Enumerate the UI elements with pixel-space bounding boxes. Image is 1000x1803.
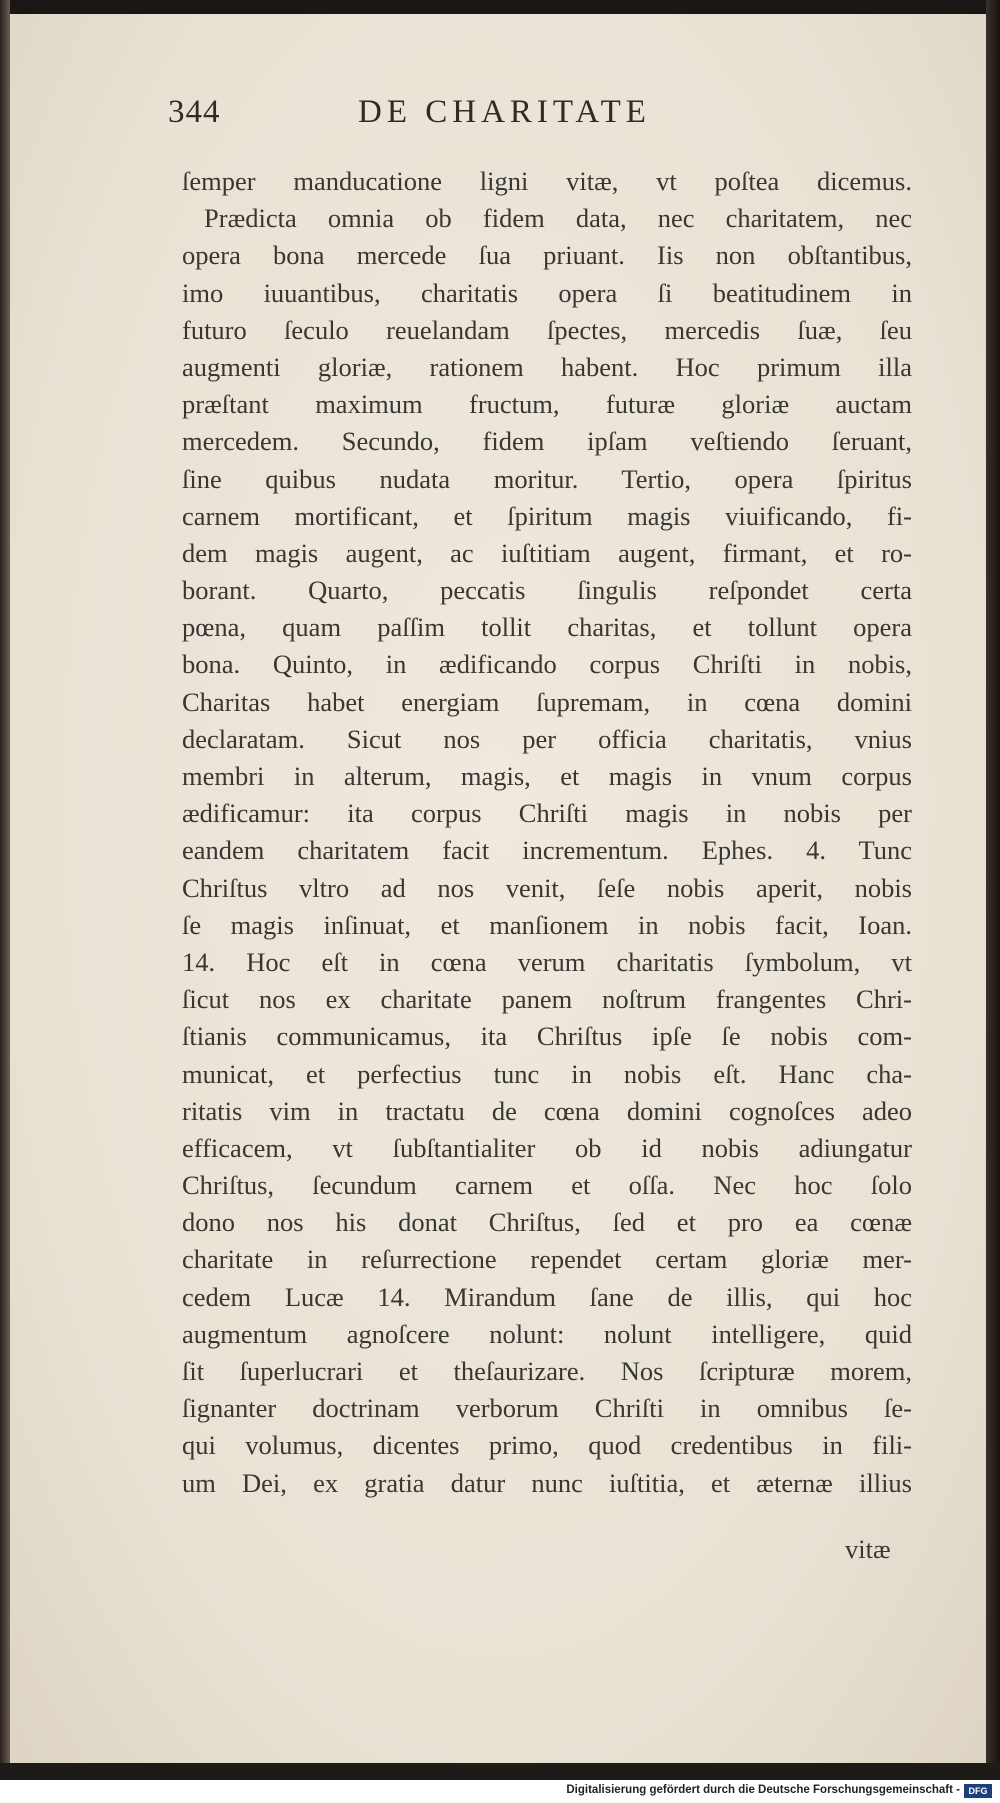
text-line: qui volumus, dicentes primo, quod credentibus in fili- xyxy=(182,1430,912,1461)
text-line: imo iuuantibus, charitatis opera ſi beatitudinem in xyxy=(182,277,912,308)
text-line: Chriſtus, ſecundum carnem et oſſa. Nec hoc ſolo xyxy=(182,1170,912,1201)
text-line: Prædicta omnia ob fidem data, nec charitatem, nec xyxy=(204,203,912,234)
dfg-logo-icon: DFG xyxy=(964,1784,992,1798)
text-line: dem magis augent, ac iuſtitiam augent, firmant, et ro- xyxy=(182,537,912,568)
text-line: opera bona mercede ſua priuant. Iis non obſtantibus, xyxy=(182,240,912,271)
scan-frame-top xyxy=(0,0,1000,14)
text-line: carnem mortificant, et ſpiritum magis viuificando, fi- xyxy=(182,500,912,531)
scan-frame-right xyxy=(986,0,1000,1780)
digitization-footer xyxy=(0,1780,1000,1803)
text-line: borant. Quarto, peccatis ſingulis reſpondet certa xyxy=(182,575,912,606)
text-line: ſe magis inſinuat, et manſionem in nobis facit, Ioan. xyxy=(182,909,912,940)
scan-frame-left xyxy=(0,0,10,1780)
text-line: membri in alterum, magis, et magis in vnum corpus xyxy=(182,761,912,791)
text-line: declaratam. Sicut nos per officia charitatis, vnius xyxy=(182,723,912,754)
text-line: ritatis vim in tractatu de cœna domini cognoſces adeo xyxy=(182,1095,912,1126)
text-line: um Dei, ex gratia datur nunc iuſtitia, et æternæ illius xyxy=(182,1467,912,1498)
text-line: futuro ſeculo reuelandam ſpectes, mercedis ſuæ, ſeu xyxy=(182,314,912,345)
running-title: DE CHARITATE xyxy=(358,94,651,130)
catchword: vitæ xyxy=(845,1534,891,1564)
text-line: Charitas habet energiam ſupremam, in cœna domini xyxy=(182,686,912,717)
scan-frame-bottom xyxy=(0,1763,1000,1780)
text-line: 14. Hoc eſt in cœna verum charitatis ſymbolum, vt xyxy=(182,946,912,977)
text-line: dono nos his donat Chriſtus, ſed et pro ea cœnæ xyxy=(182,1207,912,1238)
text-line: mercedem. Secundo, fidem ipſam veſtiendo ſeruant, xyxy=(182,426,912,457)
page-number: 344 xyxy=(168,94,221,130)
page-header xyxy=(168,86,728,142)
text-line: bona. Quinto, in ædificando corpus Chriſti in nobis, xyxy=(182,649,912,680)
body-text xyxy=(182,163,912,1502)
text-line: ſemper manducatione ligni vitæ, vt poſtea dicemus. xyxy=(182,166,912,196)
text-line: ædificamur: ita corpus Chriſti magis in nobis per xyxy=(182,798,912,829)
text-line: augmentum agnoſcere nolunt: nolunt intelligere, quid xyxy=(182,1318,912,1349)
funding-credit: Digitalisierung gefördert durch die Deutsche Forschungsgemeinschaft - xyxy=(566,1784,960,1796)
text-line: ſit ſuperlucrari et theſaurizare. Nos ſcripturæ morem, xyxy=(182,1356,912,1386)
text-line: ſine quibus nudata moritur. Tertio, opera ſpiritus xyxy=(182,463,912,494)
text-line: ſicut nos ex charitate panem noſtrum frangentes Chri- xyxy=(182,984,912,1015)
text-line: Chriſtus vltro ad nos venit, ſeſe nobis aperit, nobis xyxy=(182,872,912,903)
text-line: præſtant maximum fructum, futuræ gloriæ auctam xyxy=(182,389,912,420)
text-line: eandem charitatem facit incrementum. Ephes. 4. Tunc xyxy=(182,835,912,866)
text-line: charitate in reſurrectione rependet certam gloriæ mer- xyxy=(182,1244,912,1275)
text-line: municat, et perfectius tunc in nobis eſt. Hanc cha- xyxy=(182,1058,912,1089)
text-line: cedem Lucæ 14. Mirandum ſane de illis, qui hoc xyxy=(182,1281,912,1312)
text-line: efficacem, vt ſubſtantialiter ob id nobis adiungatur xyxy=(182,1132,912,1163)
text-line: ſtianis communicamus, ita Chriſtus ipſe ſe nobis com- xyxy=(182,1021,912,1052)
text-line: augmenti gloriæ, rationem habent. Hoc primum illa xyxy=(182,351,912,382)
text-line: ſignanter doctrinam verborum Chriſti in omnibus ſe- xyxy=(182,1393,912,1424)
text-line: pœna, quam paſſim tollit charitas, et tollunt opera xyxy=(182,612,912,643)
